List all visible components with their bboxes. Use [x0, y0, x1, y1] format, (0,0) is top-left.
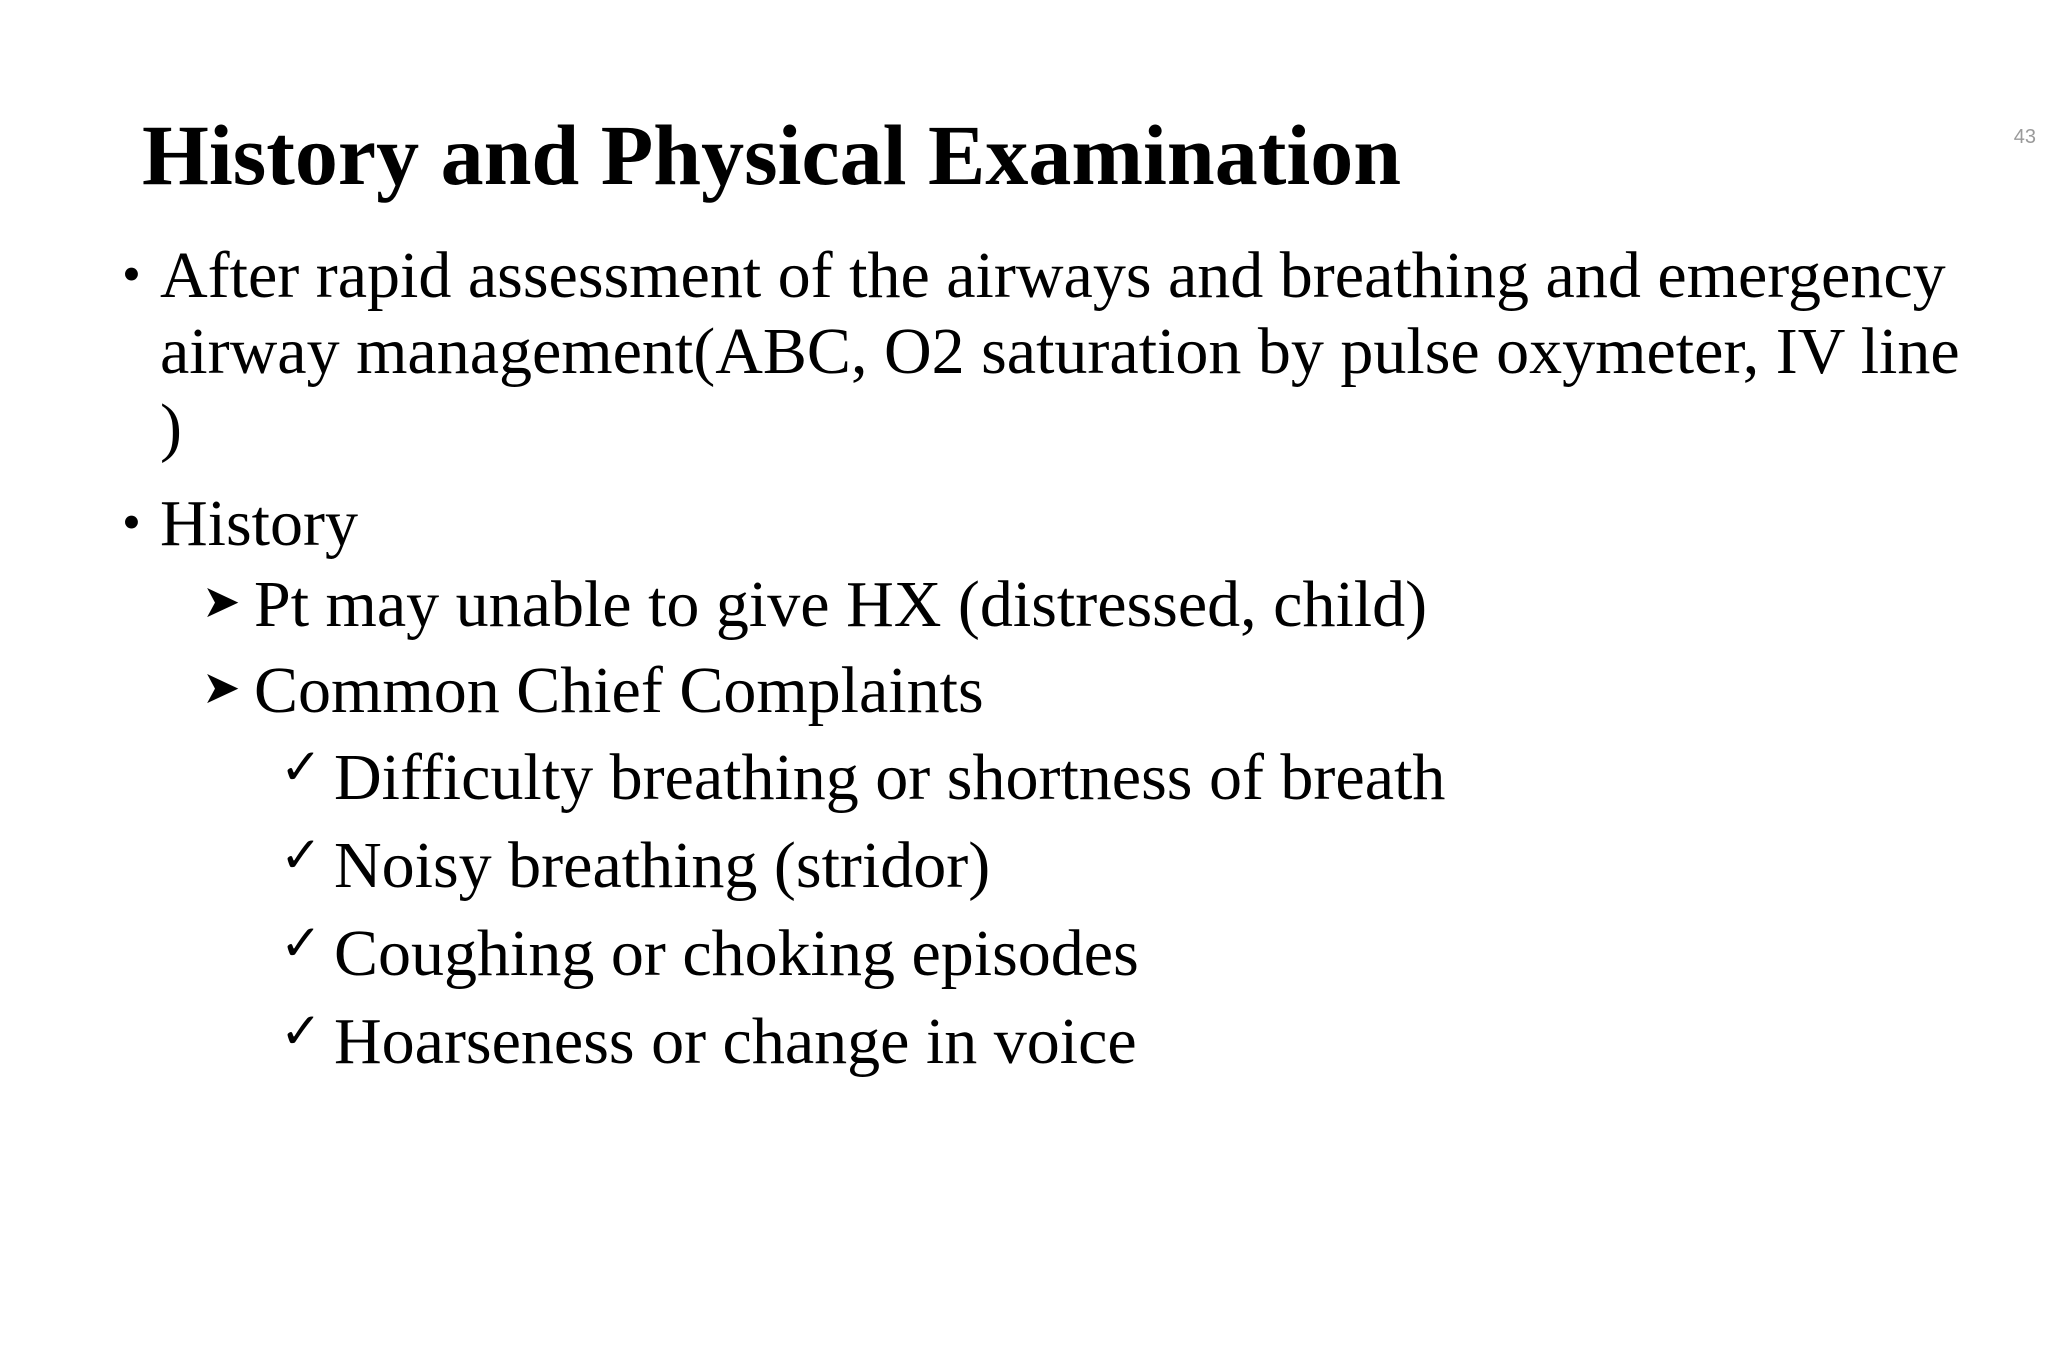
bullet-history	[122, 486, 2002, 562]
bullet-assessment	[122, 238, 2002, 466]
sub-bullet-text: Common Chief Complaints	[254, 654, 984, 727]
complaint-text: Noisy breathing (stridor)	[334, 829, 991, 902]
slide-content	[122, 238, 2002, 1086]
complaint-text: Coughing or choking episodes	[334, 917, 1139, 990]
check-mark-icon: ✓	[280, 1002, 322, 1060]
sub-bullet-unable-to-give-history	[122, 562, 2002, 648]
bullet-assessment-text: After rapid assessment of the airways and breathing and emergency airway management(ABC, O2 saturation by pulse oxymeter, IV line )	[160, 239, 1960, 464]
bullet-history-text: History	[160, 487, 358, 560]
complaint-text: Hoarseness or change in voice	[334, 1005, 1137, 1078]
slide-title: History and Physical Examination	[142, 107, 1402, 203]
sub-bullet-common-complaints	[122, 648, 2002, 734]
sub-bullet-text: Pt may unable to give HX (distressed, child)	[254, 568, 1428, 641]
complaint-item	[122, 910, 2002, 998]
arrowhead-icon: ➤	[202, 574, 241, 628]
complaint-text: Difficulty breathing or shortness of breath	[334, 741, 1446, 814]
complaint-item	[122, 998, 2002, 1086]
complaint-item	[122, 734, 2002, 822]
bullet-dot-icon: •	[122, 244, 141, 304]
check-mark-icon: ✓	[280, 826, 322, 884]
check-mark-icon: ✓	[280, 738, 322, 796]
arrowhead-icon: ➤	[202, 660, 241, 714]
complaint-item	[122, 822, 2002, 910]
bullet-dot-icon: •	[122, 492, 141, 552]
check-mark-icon: ✓	[280, 914, 322, 972]
slide-number: 43	[2013, 126, 2036, 148]
